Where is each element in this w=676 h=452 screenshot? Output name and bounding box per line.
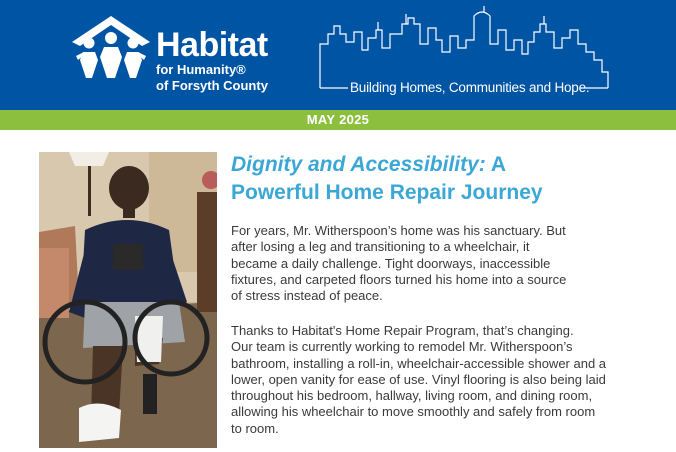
newsletter-header <box>0 0 676 110</box>
paragraph-line: Our team is currently working to remodel Mr. Witherspoon’s <box>231 339 573 355</box>
paragraph-line: lower, open vanity for ease of use. Vinyl flooring is also being laid <box>231 371 606 387</box>
paragraph-line: throughout his bedroom, hallway, living room, and dining room, <box>231 388 593 404</box>
article-title-rest: A <box>485 153 507 176</box>
org-name: Habitat <box>156 26 268 64</box>
tagline: Building Homes, Communities and Hope. <box>350 80 590 95</box>
article-title-italic: Dignity and Accessibility: <box>231 153 486 176</box>
article-paragraph-2 <box>231 323 656 437</box>
article-title <box>231 151 651 207</box>
paragraph-line: For years, Mr. Witherspoon’s home was his sanctuary. But <box>231 223 566 238</box>
paragraph-line: fixtures, and carpeted floors turned his home into a source <box>231 271 567 287</box>
paragraph-line: of stress instead of peace. <box>231 288 383 304</box>
paragraph-line: became a daily challenge. Tight doorways, inaccessible <box>231 255 551 271</box>
org-name-line3: of Forsyth County <box>156 78 268 93</box>
issue-date: MAY 2025 <box>306 112 370 127</box>
paragraph-line: bathroom, installing a roll-in, wheelchair-accessible shower and a <box>231 355 607 371</box>
paragraph-line: after losing a leg and transitioning to a wheelchair, it <box>231 239 530 255</box>
article-photo <box>39 152 217 448</box>
habitat-house-people-icon <box>72 16 150 78</box>
article-paragraph-1 <box>231 223 646 304</box>
paragraph-line: to room. <box>231 420 279 436</box>
org-name-line2: for Humanity® <box>156 62 246 77</box>
article-title-line2: Powerful Home Repair Journey <box>231 181 543 204</box>
paragraph-line: allowing his wheelchair to move smoothly and safely from room <box>231 404 596 420</box>
paragraph-line: Thanks to Habitat's Home Repair Program, that’s changing. <box>231 323 574 338</box>
